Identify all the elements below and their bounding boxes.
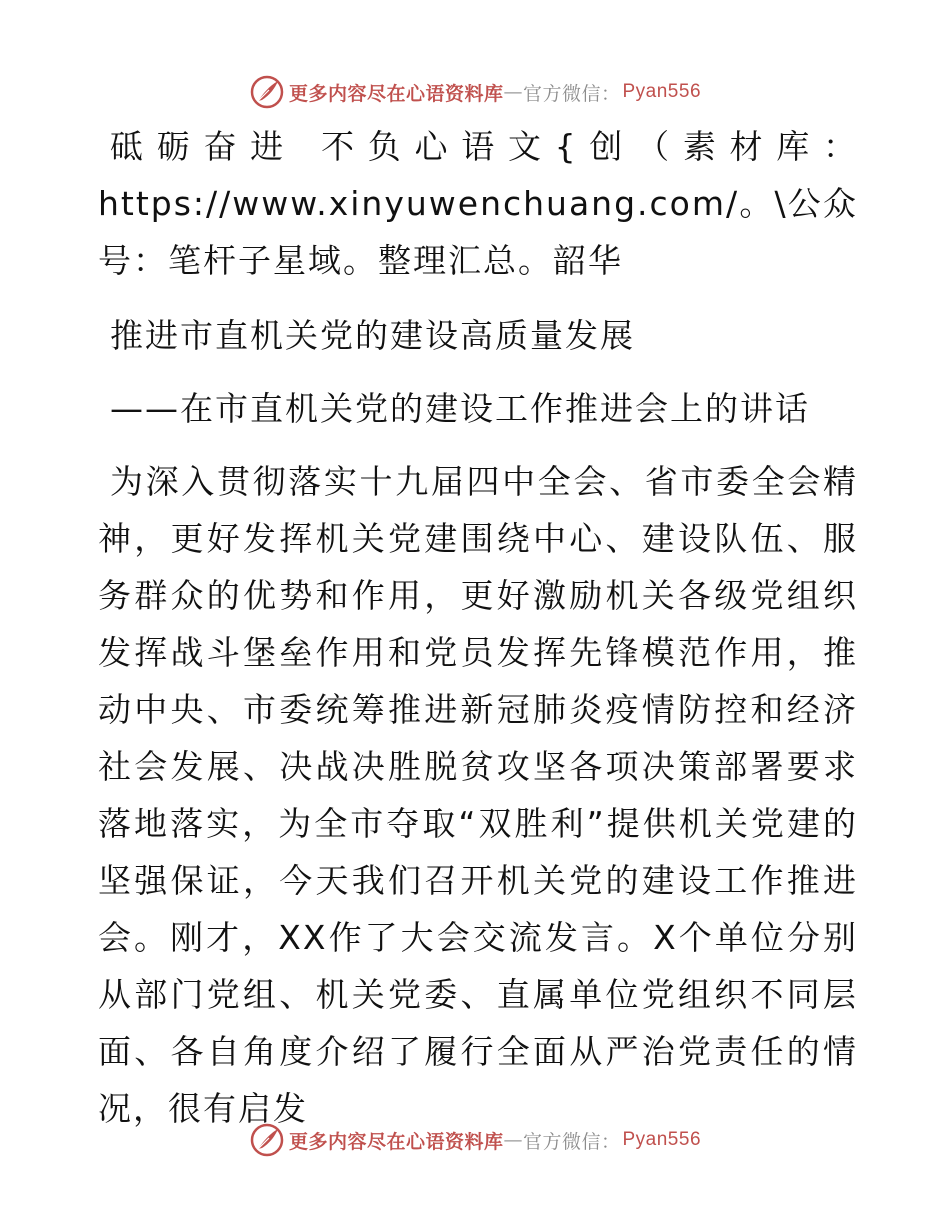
body-paragraph: 为深入贯彻落实十九届四中全会、省市委全会精神，更好发挥机关党建围绕中心、建设队伍、服务群众的优势和作用，更好激励机关各级党组织发挥战斗堡垒作用和党员发挥先锋模范作用，推动中央、市委统筹推进新冠肺炎疫情防控和经济社会发展、决战决胜脱贫攻坚各项决策部署要求落地落实，为全市夺取“双胜利”提供机关党建的坚强保证，今天我们召开机关党的建设工作推进会。刚才，XX作了大会交流发言。X个单位分别从部门党组、机关党委、直属单位党组织不同层面、各自角度介绍了履行全面从严治党责任的情况，很有启发 (98, 462, 858, 1128)
footer-watermark (0, 1120, 950, 1160)
feather-circle-icon (249, 1122, 285, 1158)
watermark-wechat-id: Pyan556 (622, 1129, 702, 1150)
document-subtitle: ——在市直机关党的建设工作推进会上的讲话 (110, 389, 810, 428)
document-content (98, 118, 858, 1137)
source-line: 砥砺奋进 不负心语文{创（素材库：https://www.xinyuwenchuang.com/。\公众号：笔杆子星域。整理汇总。韶华 (98, 127, 858, 280)
header-watermark (0, 72, 950, 112)
watermark-brand-text: 更多内容尽在心语资料库 (288, 82, 504, 105)
watermark-dash: — (503, 81, 523, 103)
watermark-wechat-id: Pyan556 (622, 81, 702, 102)
feather-circle-icon (249, 74, 285, 110)
watermark-wechat-label: 官方微信： (522, 1130, 621, 1153)
watermark-wechat-label: 官方微信： (522, 82, 621, 105)
watermark-dash: — (503, 1129, 523, 1151)
document-title: 推进市直机关党的建设高质量发展 (110, 316, 635, 355)
watermark-brand-text: 更多内容尽在心语资料库 (288, 1130, 504, 1153)
